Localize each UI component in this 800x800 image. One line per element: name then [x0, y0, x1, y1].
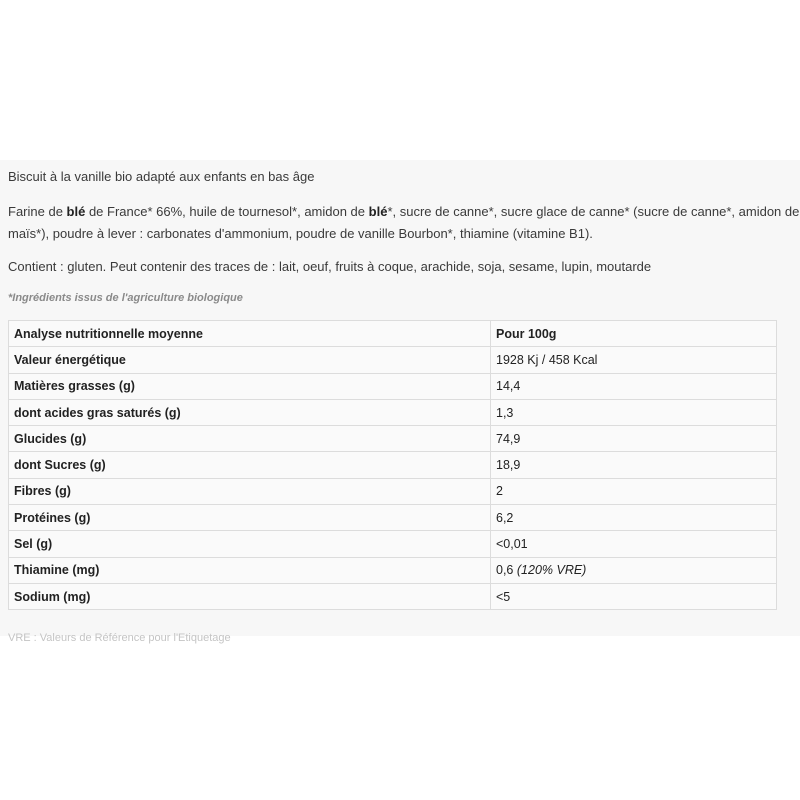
nutrition-row [9, 347, 777, 373]
nutrition-table [8, 320, 777, 610]
ingredients-line-1: Farine de blé de France* 66%, huile de tournesol*, amidon de blé*, sucre de canne*, sucre glace de canne* (sucre de canne*, amidon de [8, 204, 800, 219]
nutrient-value: 6,2 [491, 505, 777, 531]
ingredients-line-2: maïs*), poudre à lever : carbonates d'ammonium, poudre de vanille Bourbon*, thiamine (vitamine B1). [8, 226, 593, 241]
nutrition-row [9, 373, 777, 399]
nutrient-label: Thiamine (mg) [9, 557, 491, 583]
header-label: Analyse nutritionnelle moyenne [9, 321, 491, 347]
product-title: Biscuit à la vanille bio adapté aux enfants en bas âge [8, 169, 315, 184]
nutrition-row [9, 478, 777, 504]
nutrient-label: Sel (g) [9, 531, 491, 557]
vre-note: (120% VRE) [516, 563, 587, 578]
nutrition-header-row [9, 321, 777, 347]
nutrition-row [9, 583, 777, 609]
nutrient-label: dont acides gras saturés (g) [9, 399, 491, 425]
allergens-text: Contient : gluten. Peut contenir des traces de : lait, oeuf, fruits à coque, arachide, soja, sesame, lupin, moutarde [8, 259, 652, 274]
nutrient-value: 1928 Kj / 458 Kcal [491, 347, 777, 373]
nutrient-value: <0,01 [491, 531, 777, 557]
nutrient-value: 2 [491, 478, 777, 504]
nutrition-row [9, 452, 777, 478]
nutrient-label: Sodium (mg) [9, 583, 491, 609]
allergen-ble: blé [368, 204, 388, 219]
allergen-ble: blé [66, 204, 86, 219]
nutrition-row [9, 557, 777, 583]
nutrition-row [9, 531, 777, 557]
organic-note: *Ingrédients issus de l'agriculture biologique [8, 292, 243, 304]
header-value: Pour 100g [491, 321, 777, 347]
nutrient-value: 1,3 [491, 399, 777, 425]
product-info-panel [0, 160, 800, 644]
nutrient-label: dont Sucres (g) [9, 452, 491, 478]
vre-legend: VRE : Valeurs de Référence pour l'Etiquetage [8, 632, 231, 644]
nutrient-value: 14,4 [491, 373, 777, 399]
nutrient-label: Matières grasses (g) [9, 373, 491, 399]
nutrition-row [9, 505, 777, 531]
nutrient-value: 74,9 [491, 426, 777, 452]
nutrition-row [9, 399, 777, 425]
nutrient-value: 0,6 (120% VRE) [491, 557, 777, 583]
nutrient-value: 18,9 [491, 452, 777, 478]
nutrient-label: Fibres (g) [9, 478, 491, 504]
nutrient-value: <5 [491, 583, 777, 609]
nutrient-label: Valeur énergétique [9, 347, 491, 373]
nutrition-row [9, 426, 777, 452]
nutrient-label: Protéines (g) [9, 505, 491, 531]
nutrient-label: Glucides (g) [9, 426, 491, 452]
